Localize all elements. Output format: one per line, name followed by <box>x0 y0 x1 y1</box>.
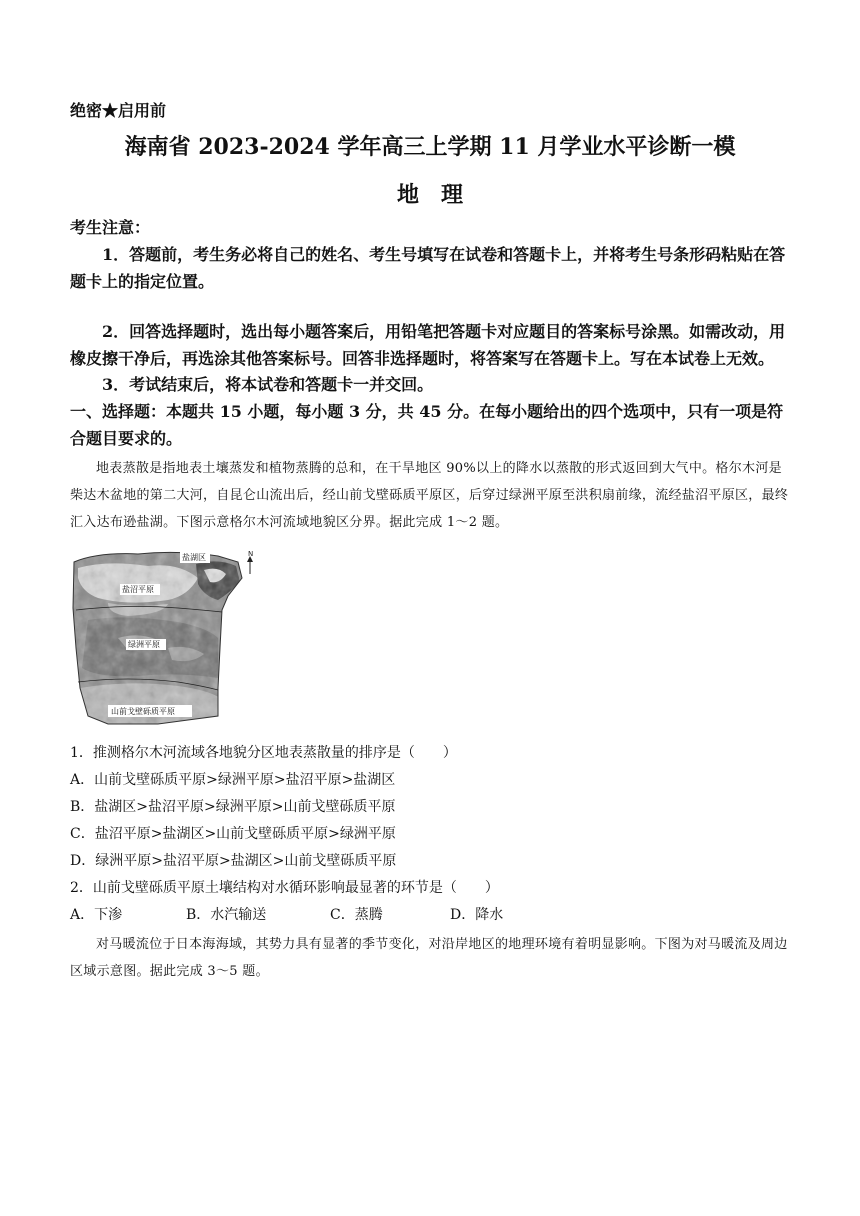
question-1-stem: 1．推测格尔木河流域各地貌分区地表蒸散量的排序是（ ） <box>70 745 457 761</box>
question-1-option-d: D．绿洲平原>盐沼平原>盐湖区>山前戈壁砾质平原 <box>70 853 397 869</box>
section-heading: 一、选择题：本题共 15 小题，每小题 3 分，共 45 分。在每小题给出的四个选项中，只有一项是符合题目要求的。 <box>70 402 784 448</box>
subject-title: 地理 <box>396 182 485 208</box>
secret-mark: 绝密★启用前 <box>70 101 167 120</box>
question-2-stem: 2．山前戈壁砾质平原土壤结构对水循环影响最显著的环节是（ ） <box>70 880 499 896</box>
label-oasis: 绿洲平原 <box>128 640 160 649</box>
notice-title: 考生注意： <box>70 218 151 237</box>
notice-item-1: 1．答题前，考生务必将自己的姓名、考生号填写在试卷和答题卡上，并将考生号条形码粘贴在答题卡上的指定位置。 <box>70 245 786 291</box>
question-1-option-a: A．山前戈壁砾质平原>绿洲平原>盐沼平原>盐湖区 <box>70 772 396 788</box>
exam-title: 海南省 2023-2024 学年高三上学期 11 月学业水平诊断一模 <box>124 134 736 160</box>
question-2-option-b: B．水汽输送 <box>186 907 267 923</box>
question-1-option-c: C．盐沼平原>盐湖区>山前戈壁砾质平原>绿洲平原 <box>70 826 396 842</box>
notice-item-3: 3．考试结束后，将本试卷和答题卡一并交回。 <box>102 375 434 394</box>
notice-item-2: 2．回答选择题时，选出每小题答案后，用铅笔把答题卡对应题目的答案标号涂黑。如需改动，用橡皮擦干净后，再选涂其他答案标号。回答非选择题时，将答案写在答题卡上。写在本试卷上无效。 <box>70 322 786 368</box>
label-gobi: 山前戈壁砾质平原 <box>111 707 175 716</box>
material-paragraph-1: 地表蒸散是指地表土壤蒸发和植物蒸腾的总和，在干旱地区 90%以上的降水以蒸散的形式返回到大气中。格尔木河是柴达木盆地的第二大河，自昆仑山流出后，经山前戈壁砾质平原区，后穿过绿洲平原至洪积扇前缘，流经盐沼平原区，最终汇入达布逊盐湖。下图示意格尔木河流域地貌区分界。据此完成 1～2 题。 <box>70 461 789 530</box>
label-salt-marsh: 盐沼平原 <box>122 585 154 594</box>
north-label: N <box>248 550 254 558</box>
question-2-options <box>70 904 503 924</box>
question-1-option-b: B．盐湖区>盐沼平原>绿洲平原>山前戈壁砾质平原 <box>70 799 396 815</box>
north-arrow-icon <box>247 550 253 574</box>
material-paragraph-2: 对马暖流位于日本海海域，其势力具有显著的季节变化，对沿岸地区的地理环境有着明显影响。下图为对马暖流及周边区域示意图。据此完成 3～5 题。 <box>70 937 788 979</box>
question-2-option-d: D．降水 <box>450 907 504 923</box>
question-2-option-a: A．下渗 <box>70 907 123 923</box>
geermu-landform-map <box>68 548 264 728</box>
question-2-option-c: C．蒸腾 <box>330 907 383 923</box>
label-salt-lake: 盐湖区 <box>182 553 206 562</box>
